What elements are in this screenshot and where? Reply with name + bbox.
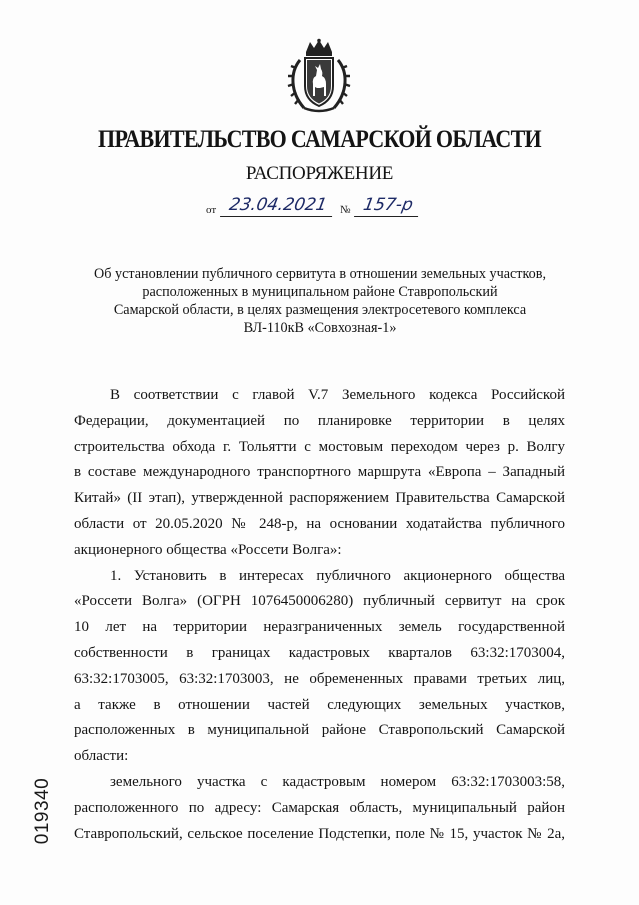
body-line: строительства обхода г. Тольятти с мостовым переходом через р. Волгу (74, 438, 565, 455)
body-line: 1. Установить в интересах публичного акционерного общества (110, 567, 565, 584)
body-line: Ставропольский, сельское поселение Подстепки, поле № 15, участок № 2а, (74, 825, 565, 842)
subject-line: Об установлении публичного сервитута в отношении земельных участков, (93, 266, 547, 282)
organization-title: ПРАВИТЕЛЬСТВО САМАРСКОЙ ОБЛАСТИ (98, 126, 541, 153)
date-from-label: от (206, 204, 217, 216)
document-type: РАСПОРЯЖЕНИЕ (245, 163, 394, 184)
margin-registration-number (28, 775, 58, 847)
body-line: области от 20.05.2020 № 248-р, на основании ходатайства публичного (74, 515, 565, 532)
handwritten-date: 23.04.2021 (220, 194, 336, 217)
body-line: 63:32:1703005, 63:32:1703003, не обремененных правами третьих лиц, (74, 670, 565, 687)
date-number-line (206, 196, 436, 220)
samara-coat-of-arms-icon (286, 38, 352, 114)
body-line: собственности в границах кадастровых кварталов 63:32:1703004, (74, 644, 565, 661)
body-line: расположенных в муниципальной районе Ставропольский Самарской (74, 722, 565, 739)
subject-line: ВЛ-110кВ «Совхозная-1» (243, 320, 397, 336)
body-line: а также в отношении частей следующих земельных участков, (74, 696, 565, 713)
handwritten-number: 157-р (354, 194, 422, 217)
body-line: 10 лет на территории неразграниченных земель государственной (74, 619, 565, 636)
number-label: № (340, 204, 351, 216)
body-line: в составе международного транспортного маршрута «Европа – Западный (74, 464, 565, 481)
body-line: земельного участка с кадастровым номером 63:32:1703003:58, (110, 773, 565, 790)
body-line: расположенного по адресу: Самарская область, муниципальный район (74, 799, 565, 816)
body-line: Федерации, документацией по планировке территории в целях (74, 412, 565, 429)
body-line: В соответствии с главой V.7 Земельного кодекса Российской (110, 387, 565, 403)
body-line: акционерного общества «Россети Волга»: (74, 541, 342, 558)
document-subject (60, 265, 580, 337)
body-line: Китай» (II этап), утвержденной распоряжением Правительства Самарской (74, 490, 565, 507)
body-line: «Россети Волга» (ОГРН 1076450006280) публичный сервитут на срок (74, 593, 565, 610)
subject-line: Самарской области, в целях размещения электросетевого комплекса (113, 302, 527, 318)
body-line: области: (74, 748, 129, 765)
registration-number-text: 019340 (32, 777, 53, 845)
document-body (74, 383, 565, 847)
subject-line: расположенных в муниципальном районе Ставропольский (142, 284, 498, 300)
